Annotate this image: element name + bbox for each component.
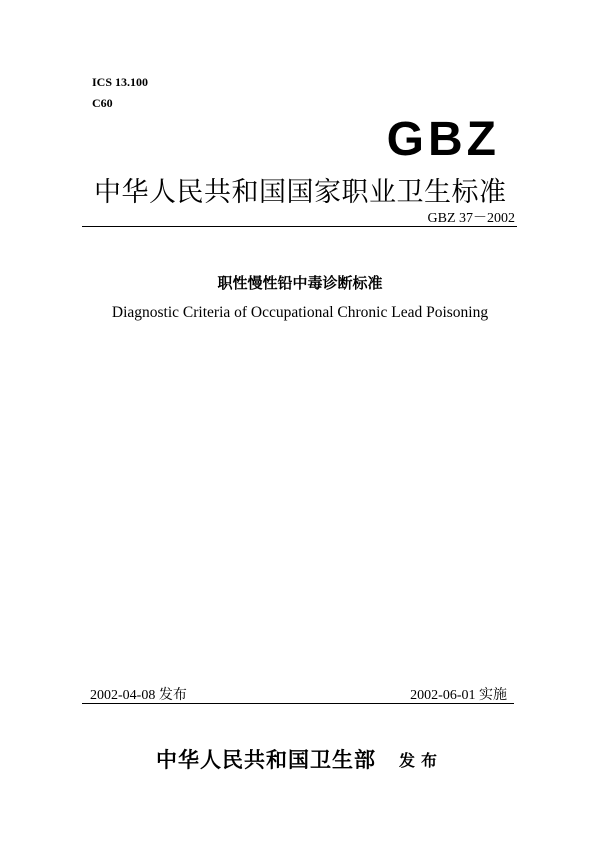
standard-number: GBZ 37－2002 — [427, 211, 515, 226]
bottom-divider — [82, 703, 514, 704]
title-english: Diagnostic Criteria of Occupational Chronic Lead Poisoning — [111, 304, 489, 321]
standard-category: 中华人民共和国国家职业卫生标准 — [94, 177, 507, 208]
issuing-authority: 中华人民共和国卫生部 — [156, 748, 376, 772]
title-chinese: 职性慢性铅中毒诊断标准 — [217, 274, 383, 292]
top-divider — [82, 226, 517, 227]
classification-code: C60 — [92, 96, 113, 110]
implementation-date: 2002-06-01 实施 — [410, 688, 507, 703]
issue-label: 发布 — [399, 751, 444, 770]
gbz-logo: GBZ — [386, 113, 500, 166]
ics-code: ICS 13.100 — [92, 75, 149, 89]
issue-date: 2002-04-08 发布 — [90, 688, 187, 703]
